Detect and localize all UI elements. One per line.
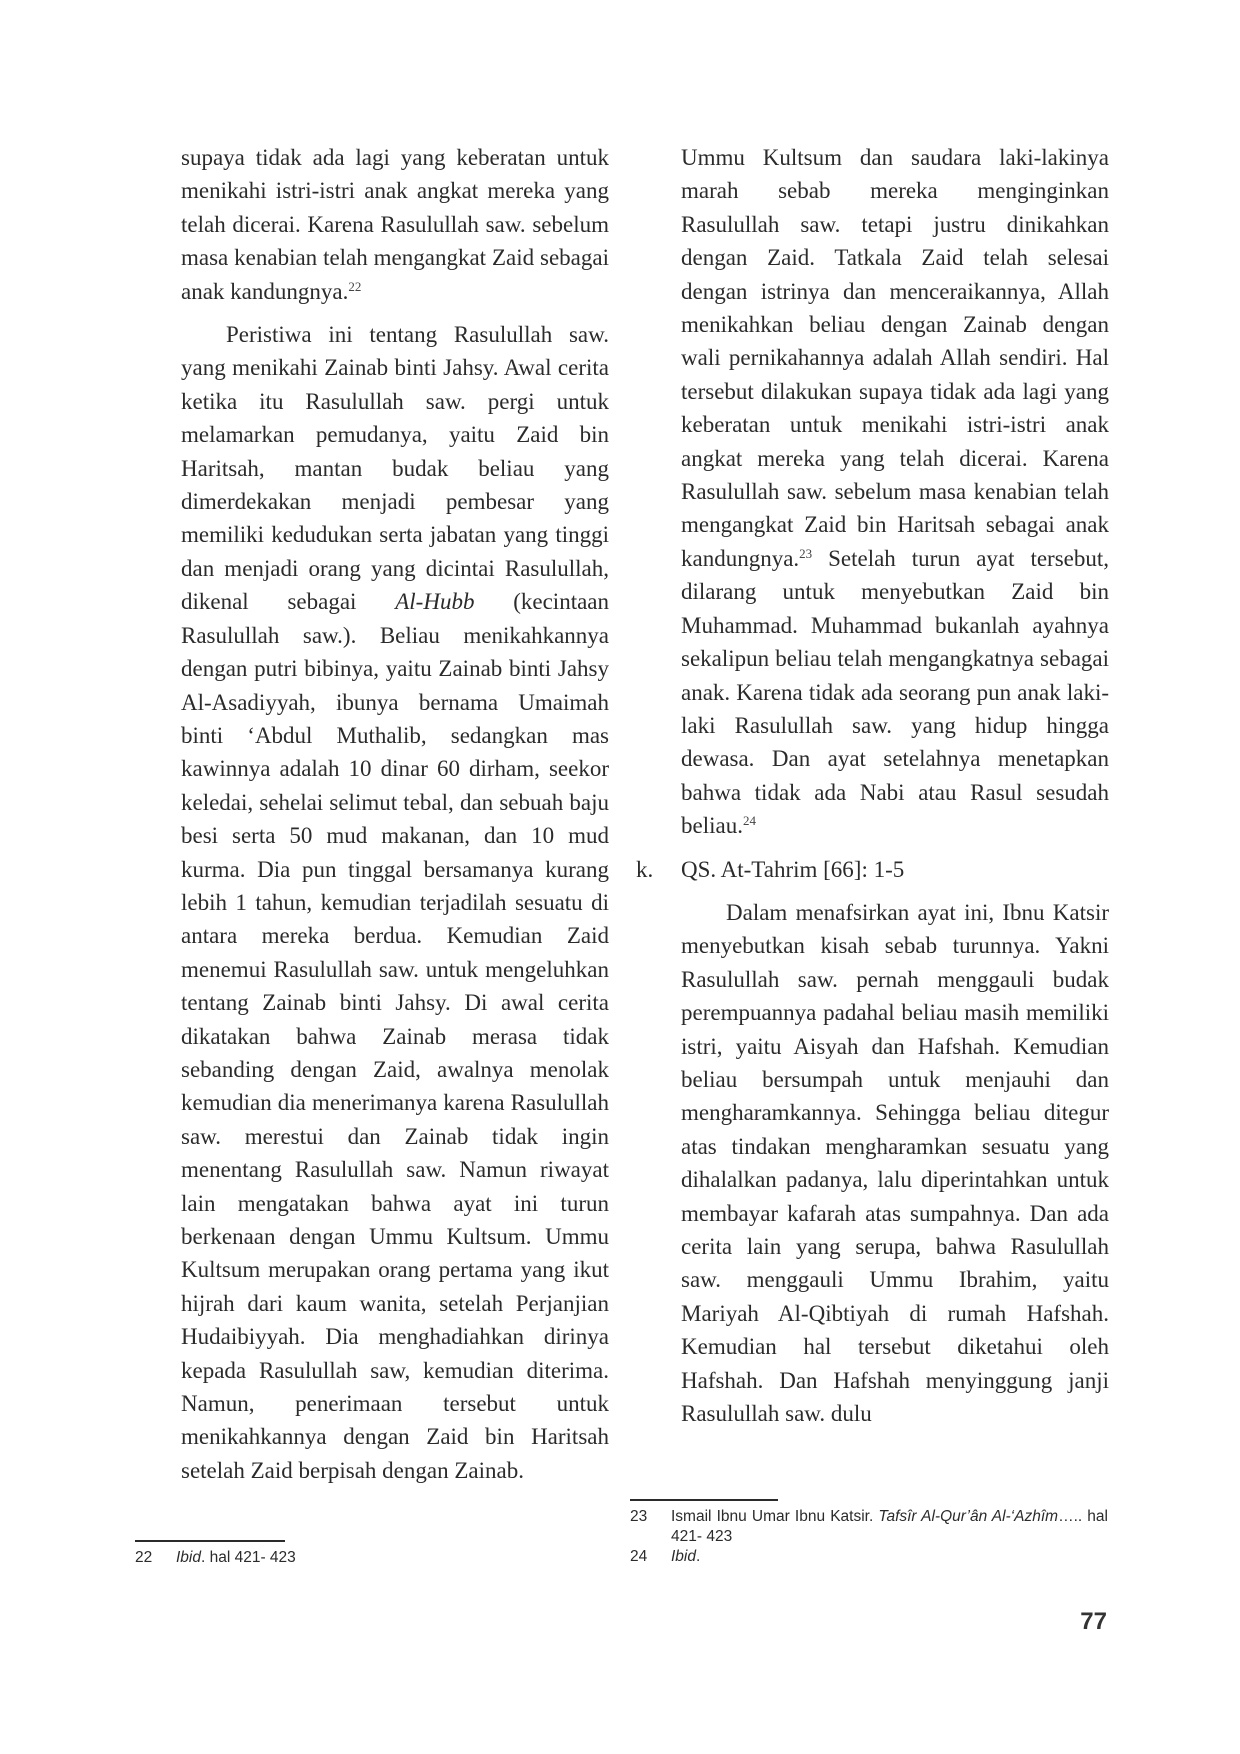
right-column <box>636 141 1109 1430</box>
footnote-ref-22[interactable]: 22 <box>348 278 362 294</box>
footnote-divider-right <box>630 1499 778 1501</box>
right-paragraph-1: Ummu Kultsum dan saudara laki-lakinya marah sebab mereka menginginkan Rasulullah saw. tetapi justru dinikahkan dengan Zaid. Tatkala Zaid telah selesai dengan istrinya dan menceraikannya, Allah menikahkan beliau dengan Zainab dengan wali pernikahannya adalah Allah sendiri. Hal tersebut dilakukan supaya tidak ada lagi yang keberatan untuk menikahi istri-istri anak angkat mereka yang telah dicerai. Karena Rasulullah saw. sebelum masa kenabian telah mengangkat Zaid bin Haritsah sebagai anak kandungnya.$^{23}$ Setelah turun ayat tersebut, dilarang untuk menyebutkan Zaid bin Muhammad. Muhammad bukanlah ayahnya sekalipun beliau telah mengangkatnya sebagai anak. Karena tidak ada seorang pun anak laki-laki Rasulullah saw. yang hidup hingga dewasa. Dan ayat setelahnya menetapkan bahwa tidak ada Nabi atau Rasul sesudah beliau.$^{24}$ <box>681 145 1109 839</box>
footnotes-left <box>135 1548 610 1568</box>
section-heading <box>636 853 1109 886</box>
footnote-ref-24[interactable]: 24 <box>742 813 756 829</box>
footnote-24: 24 Ibid. <box>630 1548 701 1565</box>
right-paragraph-2: Dalam menafsirkan ayat ini, Ibnu Katsir menyebutkan kisah sebab turunnya. Yakni Rasulullah saw. pernah menggauli budak perempuannya padahal beliau masih memiliki istri, yaitu Aisyah dan Hafshah. Kemudian beliau bersumpah untuk menjauhi dan mengharamkannya. Sehingga beliau ditegur atas tindakan mengharamkan sesuatu yang dihalalkan padanya, lalu diperintahkan untuk membayar kafarah atas sumpahnya. Dan ada cerita lain yang serupa, bahwa Rasulullah saw. menggauli Ummu Ibrahim, yaitu Mariyah Al-Qibtiyah di rumah Hafshah. Kemudian hal tersebut diketahui oleh Hafshah. Dan Hafshah menyinggung janji Rasulullah saw. dulu <box>681 899 1109 1427</box>
italic-term: Al-Hubb <box>395 589 475 615</box>
footnote-23: 23 Ismail Ibnu Umar Ibnu Katsir. Tafsîr Al-Qur’ân Al-‘Azhîm….. hal 421- 423 <box>630 1508 1108 1545</box>
footnote-22: 22 Ibid. hal 421- 423 <box>135 1549 296 1566</box>
page-number: 77 <box>1080 1608 1107 1635</box>
section-marker: k. <box>636 856 654 882</box>
footnote-ref-23[interactable]: 23 <box>799 545 813 561</box>
footnote-number: 24 <box>630 1548 648 1565</box>
footnote-number: 23 <box>630 1508 648 1525</box>
footnote-number: 22 <box>135 1549 153 1566</box>
left-column <box>181 141 609 1487</box>
left-paragraph-2: Peristiwa ini tentang Rasulullah saw. yang menikahi Zainab binti Jahsy. Awal cerita ketika itu Rasulullah saw. pergi untuk melamarkan pemudanya, yaitu Zaid bin Haritsah, mantan budak beliau yang dimerdekakan menjadi pembesar yang memiliki kedudukan serta jabatan yang tinggi dan menjadi orang yang dicintai Rasulullah, dikenal sebagai Al-Hubb (kecintaan Rasulullah saw.). Beliau menikahkannya dengan putri bibinya, yaitu Zainab binti Jahsy Al-Asadiyyah, ibunya bernama Umaimah binti ‘Abdul Muthalib, sedangkan mas kawinnya adalah 10 dinar 60 dirham, seekor keledai, sehelai selimut tebal, dan sebuah baju besi serta 50 mud makanan, dan 10 mud kurma. Dia pun tinggal bersamanya kurang lebih 1 tahun, kemudian terjadilah sesuatu di antara mereka berdua. Kemudian Zaid menemui Rasulullah saw. untuk mengeluhkan tentang Zainab binti Jahsy. Di awal cerita dikatakan bahwa Zainab merasa tidak sebanding dengan Zaid, awalnya menolak kemudian dia menerimanya karena Rasulullah saw. merestui dan Zainab tidak ingin menentang Rasulullah saw. Namun riwayat lain mengatakan bahwa ayat ini turun berkenaan dengan Ummu Kultsum. Ummu Kultsum merupakan orang pertama yang ikut hijrah dari kaum wanita, setelah Perjanjian Hudaibiyyah. Dia menghadiahkan dirinya kepada Rasulullah saw, kemudian diterima. Namun, penerimaan tersebut untuk menikahkannya dengan Zaid bin Haritsah setelah Zaid berpisah dengan Zainab. <box>181 322 610 1483</box>
left-paragraph-1: supaya tidak ada lagi yang keberatan untuk menikahi istri-istri anak angkat mereka yang telah dicerai. Karena Rasulullah saw. sebelum masa kenabian telah mengangkat Zaid sebagai anak kandungnya.$^{22}$ <box>181 145 609 304</box>
footnote-divider-left <box>135 1540 285 1542</box>
footnotes-right <box>630 1507 1108 1567</box>
section-title: QS. At-Tahrim [66]: 1-5 <box>681 856 905 882</box>
